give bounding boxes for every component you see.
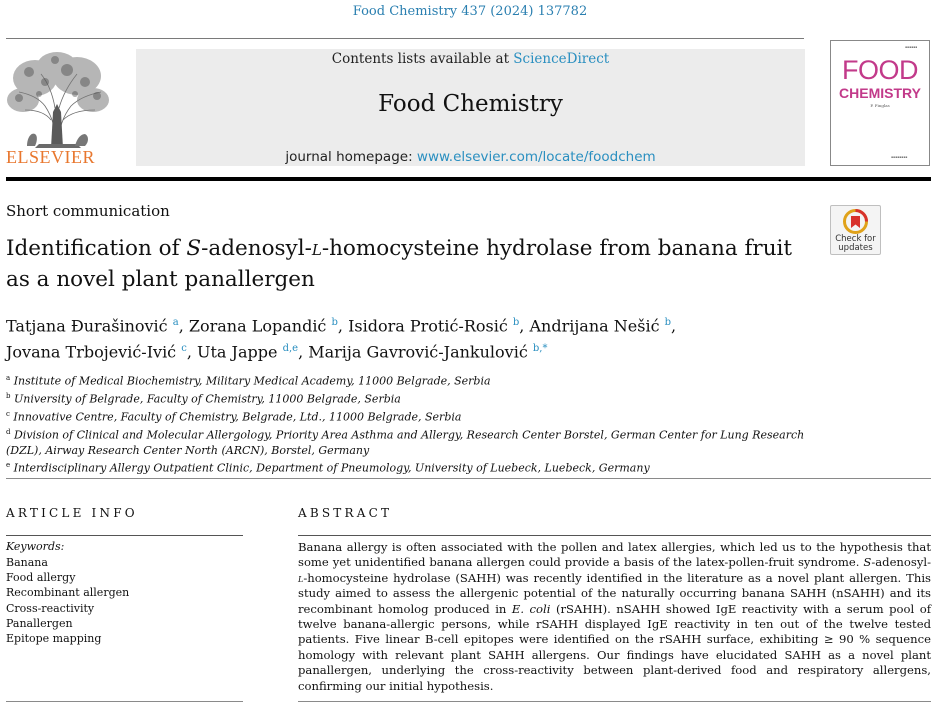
affiliation-list [6,371,816,476]
affiliation-text: Division of Clinical and Molecular Allergology, Priority Area Asthma and Allergy, Research Center Borstel, German Center for Lung Research (DZL), Airway Research Center North (ARCN), Borstel, Germany [6,428,805,457]
journal-cover-thumbnail[interactable] [830,40,930,166]
cover-editor: P. Finglas [870,103,890,108]
affiliation-mark: a [6,374,11,382]
author-list: Tatjana Đurašinović $^a$, Zorana Lopandić $^b$, Isidora Protić-Rosić $^b$, Andrijana Nešić $^b$, Jovana Trbojević-Ivić $^c$, Uta Jappe $^{d,e}$, Marija Gavrović-Jankulović $^{b,*}$ [6,316,677,362]
cover-top-mark: ▪▪▪▪▪▪ [905,45,918,49]
cover-title-food: FOOD [842,55,918,85]
affiliation-mark: d [6,427,11,436]
contents-line [136,51,805,67]
keyword-item: Banana [6,556,48,569]
abstract-text [298,540,931,694]
header-thick-rule [6,177,931,181]
check-updates-line2: updates [838,243,873,253]
check-updates-line1: Check for [835,234,876,244]
title-part2: -adenosyl- [201,236,312,261]
keyword-item: Recombinant allergen [6,586,130,600]
title-part1: Identification of [6,236,187,261]
check-updates-label [831,235,880,253]
keywords-list [6,555,129,646]
keywords-label: Keywords: [6,540,65,553]
author-name[interactable]: Tatjana Đurašinović [6,316,168,336]
journal-title: Food Chemistry [378,91,563,117]
author-name[interactable]: Zorana Lopandić [188,316,327,336]
contents-prefix: Contents lists available at [331,51,514,67]
affiliation-item [6,389,816,407]
abstract-rule [298,535,931,536]
abstract-part3: -homocysteine hydrolase (SAHH) was recently identified in the literature as a novel plant allergen. This study aimed to assess the allergenic potential of the naturally occurring banana SAHH (nSAHH) and its recombinant homolog produced in [298,570,931,616]
author-name[interactable]: Andrijana Nešić [529,316,660,336]
affiliation-text: Innovative Centre, Faculty of Chemistry, Belgrade, Ltd., 11000 Belgrade, Serbia [13,410,462,424]
abstract-l-smallcaps: l [298,570,304,585]
homepage-prefix: journal homepage: [285,149,417,165]
abstract-s-italic: S [863,555,872,570]
author-affiliation-mark[interactable]: b [664,317,672,328]
journal-homepage-line [136,149,805,165]
author-name[interactable]: Jovana Trbojević-Ivić [6,342,177,362]
author-affiliation-mark[interactable]: a [172,317,179,328]
journal-homepage-link[interactable]: www.elsevier.com/locate/foodchem [416,149,656,165]
author-affiliation-mark[interactable]: d,e [282,343,299,355]
check-for-updates-button[interactable] [830,205,881,255]
check-updates-icon [843,209,868,234]
affiliation-mark: b [6,391,11,400]
title-part3: -homocysteine hydrolase from banana fruit as a novel plant panallergen [6,236,793,292]
header-divider [6,38,804,39]
bottom-rule-left [6,701,243,702]
author-affiliation-mark[interactable]: b [331,317,338,328]
sciencedirect-link[interactable]: ScienceDirect [513,51,610,67]
affiliation-item [6,458,816,476]
affiliation-text: University of Belgrade, Faculty of Chemistry, 11000 Belgrade, Serbia [13,392,401,406]
keyword-item: Cross-reactivity [6,601,95,615]
elsevier-wordmark: ELSEVIER [6,147,95,167]
article-title [6,233,816,295]
abstract-part2: -adenosyl- [871,555,931,570]
affiliation-mark: e [6,461,11,470]
abstract-heading: ABSTRACT [298,506,393,520]
affiliation-item [6,425,816,458]
affiliation-item [6,407,816,425]
affiliation-text: Interdisciplinary Allergy Outpatient Clinic, Department of Pneumology, University of Luebeck, Luebeck, Germany [13,461,650,475]
affiliation-text: Institute of Medical Biochemistry, Military Medical Academy, 11000 Belgrade, Serbia [13,374,491,388]
journal-citation[interactable]: Food Chemistry 437 (2024) 137782 [352,4,588,19]
affiliation-item [6,371,816,389]
cover-bottom-mark: ▪▪▪▪▪▪▪▪ [891,155,908,159]
author-name[interactable]: Uta Jappe [197,342,278,362]
keyword-item: Food allergy [6,571,76,585]
abstract-part4: (rSAHH). nSAHH showed IgE reactivity with a serum pool of twelve banana-allergic persons, while rSAHH displayed IgE reactivity in ten out of the twelve tested patients. Five linear B-cell epitopes were identified on the rSAHH surface, exhibiting ≥ 90 % sequence homology with relevant plant SAHH allergens. Our findings have elucidated SAHH as a novel plant panallergen, underlying the cross-reactivity between plant-derived food and respiratory allergens, confirming our initial hypothesis. [298,601,931,693]
section-divider [6,478,931,479]
article-type: Short communication [6,202,170,220]
title-l-smallcaps: l [311,236,322,261]
journal-header-box [136,49,805,166]
affiliation-mark: c [6,409,10,418]
abstract-part1: Banana allergy is often associated with the pollen and latex allergies, which led us to the hypothesis that some yet unidentified banana allergen could provide a basis of the latex-pollen-fruit syndrome. [298,540,931,570]
author-affiliation-mark[interactable]: b [512,317,520,328]
author-name[interactable]: Isidora Protić-Rosić [348,316,508,336]
author-affiliation-mark[interactable]: c [181,343,187,355]
article-info-rule [6,535,243,536]
keyword-item: Panallergen [6,616,73,630]
author-affiliation-mark[interactable]: b,* [532,343,548,355]
keyword-item: Epitope mapping [6,632,102,646]
abstract-ecoli: E. coli [511,601,551,616]
title-s-italic: S [186,236,202,261]
bottom-rule-right [298,701,931,702]
author-name[interactable]: Marija Gavrović-Jankulović [308,342,528,362]
article-info-heading: ARTICLE INFO [6,506,138,520]
cover-title-chemistry: CHEMISTRY [839,85,921,101]
